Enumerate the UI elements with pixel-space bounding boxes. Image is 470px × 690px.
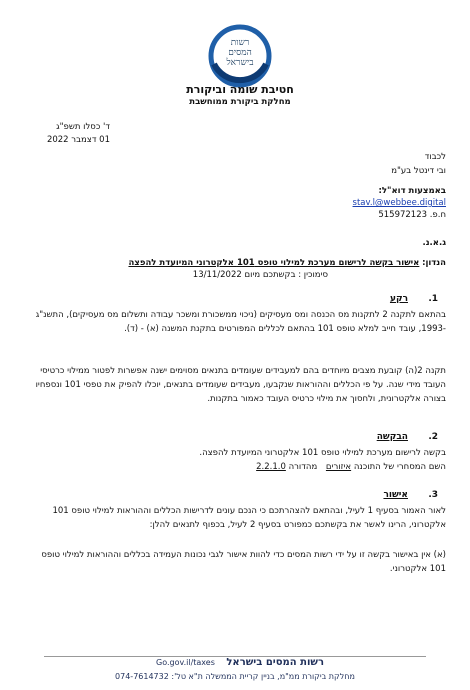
section-3-title: אישור <box>383 490 408 500</box>
recipient-via: באמצעות דוא"ל: <box>378 186 446 196</box>
section-3-number: .3 <box>428 490 438 500</box>
recipient-email-link[interactable]: stav.l@webbee.digital <box>352 198 446 208</box>
org-title: חטיבת שומה וביקורת <box>186 83 294 96</box>
section-2-number: .2 <box>428 432 438 442</box>
recipient-name: ובי דינטל בע"מ <box>391 166 446 176</box>
subject-line <box>26 258 446 268</box>
software-version-label: מהדורה <box>288 462 318 472</box>
software-name-label: השם המסחרי של התוכנה <box>353 462 446 472</box>
footer-address: מחלקת ביקורת ממ"מ, בניין קריית הממשלה ת"א טל': 074-7614732 <box>115 672 355 681</box>
section-2-title: הבקשה <box>376 432 408 442</box>
recipient-id: ח.פ. 515972123 <box>378 210 446 220</box>
subject-label: הנדון: <box>422 258 446 268</box>
software-version-value: 2.2.1.0 <box>256 462 286 472</box>
footer-org-name: רשות המסים בישראל <box>226 657 324 668</box>
tax-authority-logo <box>208 24 272 88</box>
subject-reference: סימוכין : בקשתכם מיום 13/11/2022 <box>192 270 328 280</box>
hebrew-date: ד' כסלו תשפ"ג <box>56 122 110 132</box>
section-3-condition-a: (א) אין באישור בקשה זו על ידי רשות המסים כדי להוות אישור לגבי נכונות העמידה בכללים וההוראות למילוי טופס 101 אלקטרוני. <box>41 550 446 574</box>
section-1-number: .1 <box>428 294 438 304</box>
section-3-paragraph-1: לאור האמור בסעיף 1 לעיל, ובהתאם להצהרתכם כי הנכם עונים לדרישות הכללים וההוראות למילוי טופס 101 אלקטרוני, הרינו לאשר את בקשתכם כמפורט בסעיף 2 לעיל, בכפוף לתנאים להלן: <box>52 506 446 530</box>
section-1-title: רקע <box>389 294 408 304</box>
section-1-paragraph-2: תקנה 2(ה) קובעת מצבים מיוחדים בהם למעבידים שעומדים בתנאים מסוימים ישנה אפשרות לפטור ממילוי כרטיסי העובד מידי שנה. על פי הכללים וההוראות שנקבעו, מעבידים שעומדים בתנאים, יוכלו להפיק את טפסי 101 ונספחיו בצורה אלקטרונית, ולחסוך את מילוי כרטיס העובד כאמור בתקנות. <box>35 366 446 404</box>
section-2-software-line <box>26 460 446 474</box>
subject-text: אישור בקשה לרישום מערכת למילוי טופס 101 אלקטרוני המיועדת להפצה <box>128 258 420 268</box>
footer-title-line <box>90 657 390 668</box>
footer-url[interactable]: Go.gov.il/taxes <box>156 658 215 667</box>
section-2-line-1: בקשה לרישום מערכת למילוי טופס 101 אלקטרוני המיועדת להפצה. <box>199 448 446 458</box>
org-subtitle: מחלקת ביקורת ממוחשבת <box>189 97 291 107</box>
recipient-to: לכבוד <box>424 152 446 162</box>
software-name-value: איזורים <box>325 462 352 472</box>
greeting: ג.א.נ. <box>422 238 446 248</box>
section-1-paragraph-1: בהתאם לתקנה 2 לתקנות מס הכנסה ומס מעסיקים (ניכוי ממשכורת ומשכר עבודה ותשלום מס מעסיקים), התשנ"ג -1993, עובד חייב למלא טופס 101 בהתאם לכללים המפורטים בתקנת המשנה (א) - (ד). <box>35 310 446 334</box>
gregorian-date: 01 דצמבר 2022 <box>46 135 110 145</box>
logo-text: רשות המסים בישראל <box>226 38 254 68</box>
